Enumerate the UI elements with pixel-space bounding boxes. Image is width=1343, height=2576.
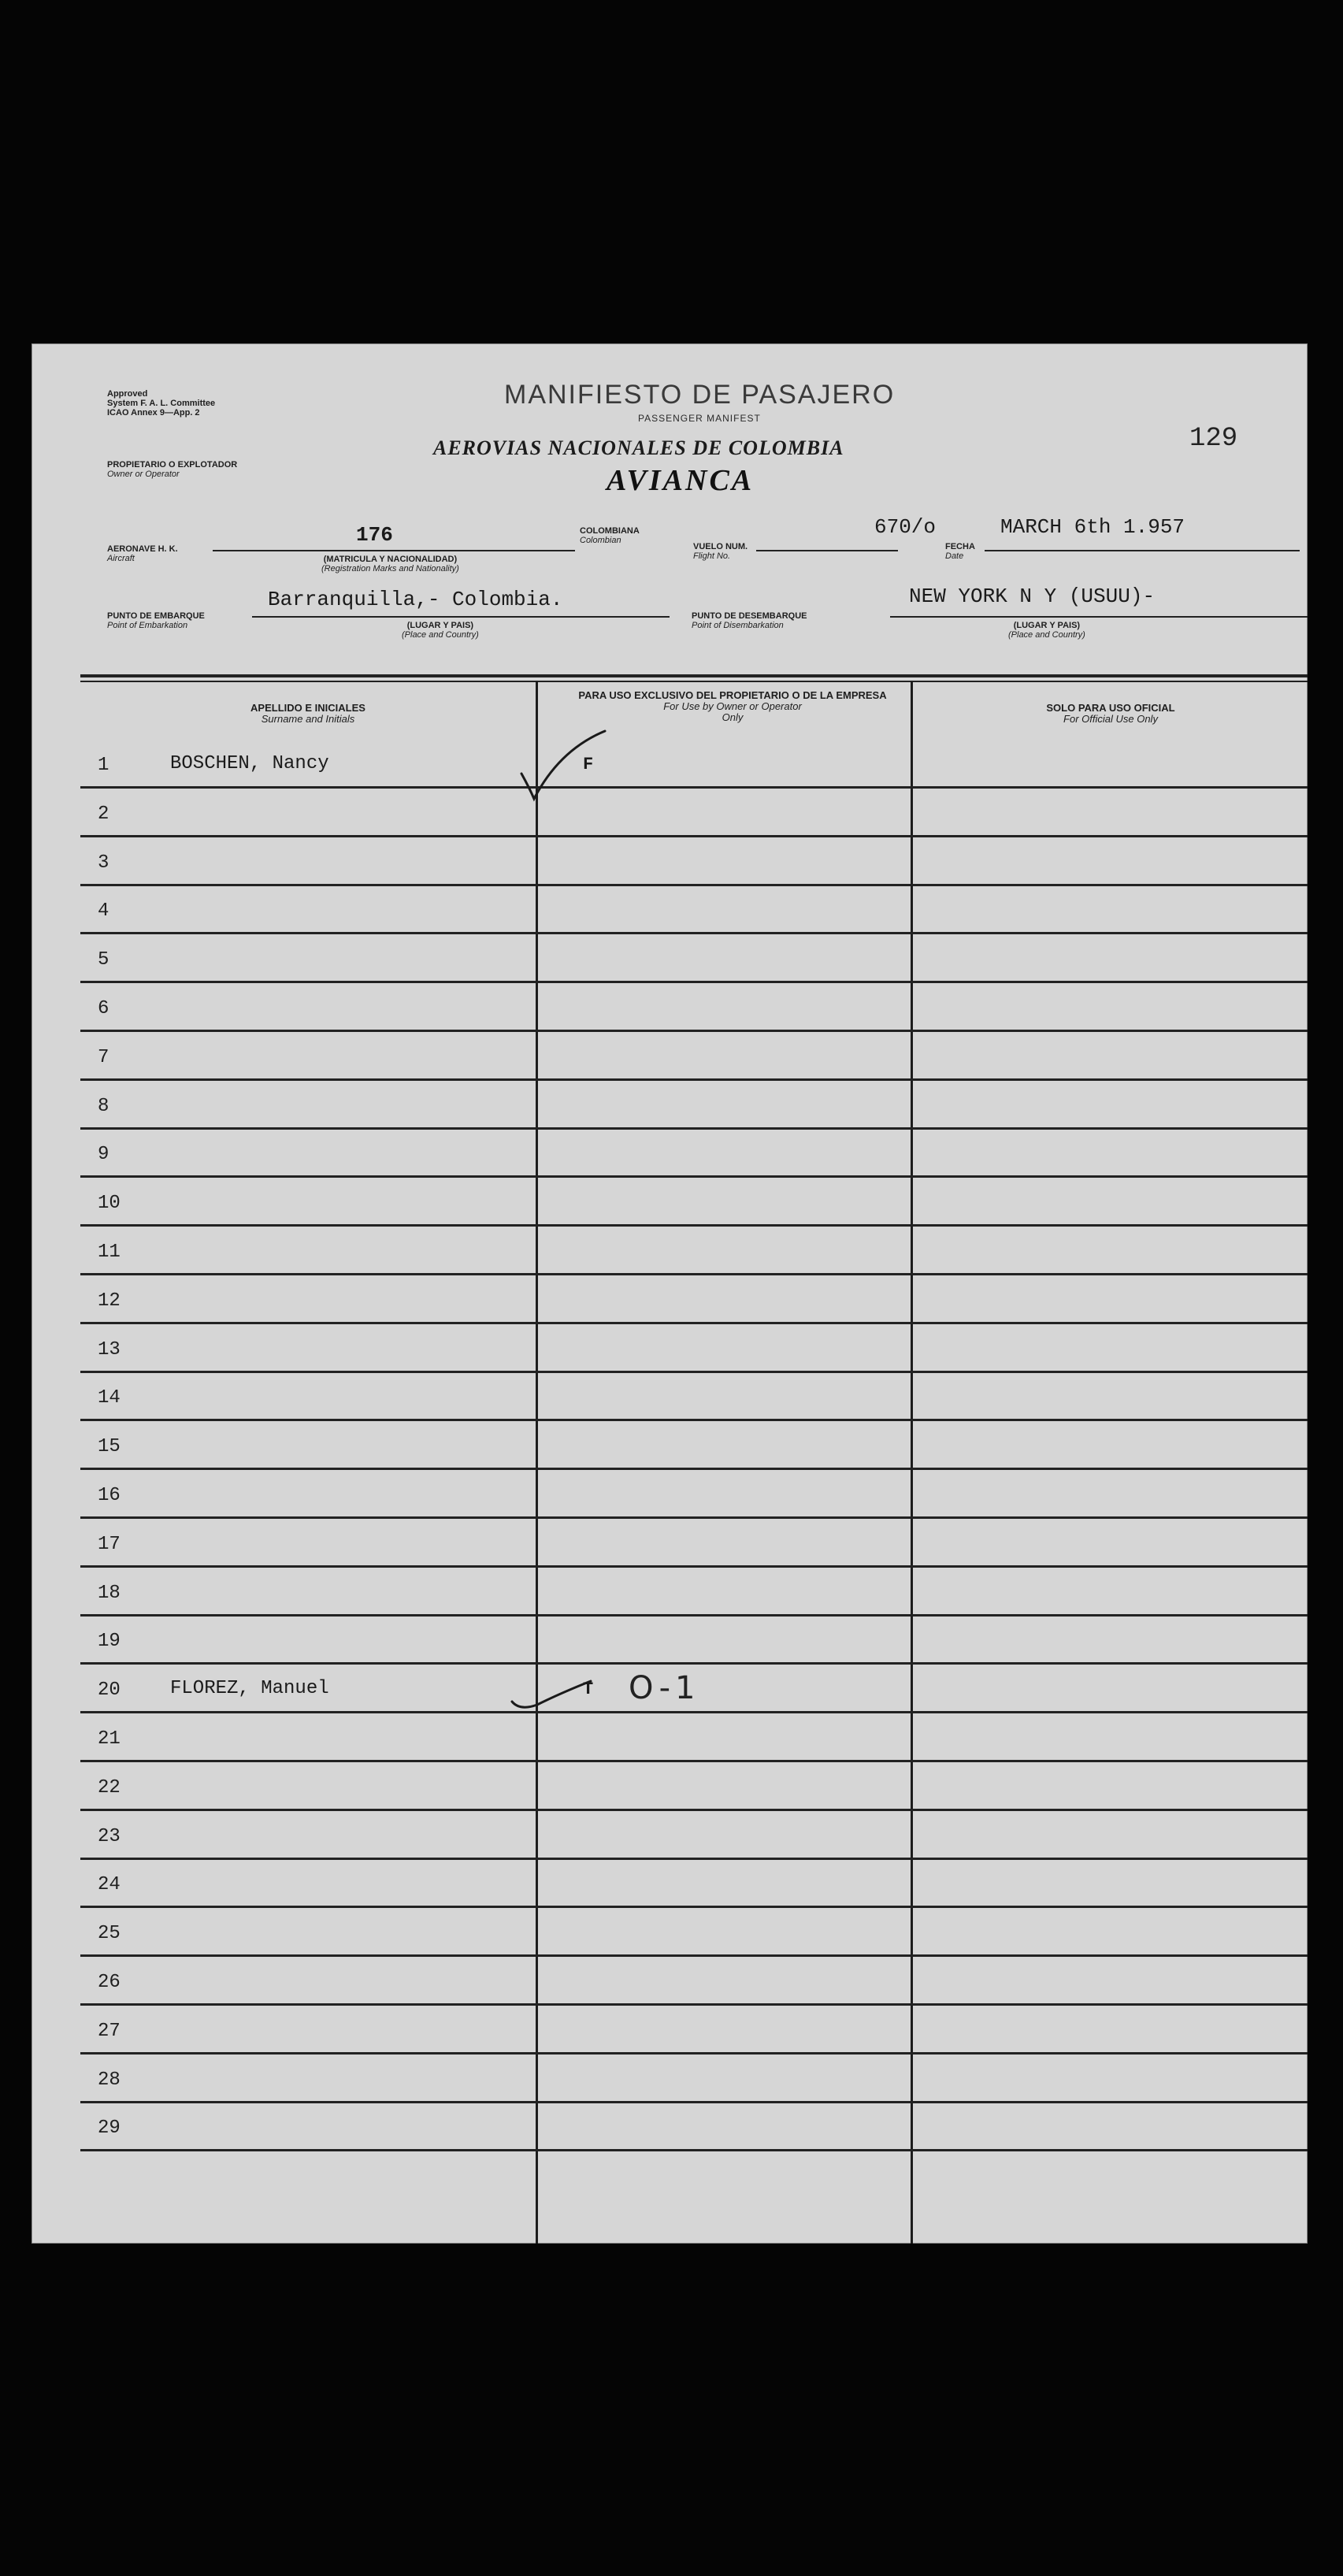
row-rule bbox=[80, 932, 1308, 934]
table-row bbox=[32, 1670, 1308, 1709]
row-rule bbox=[80, 2003, 1308, 2006]
owner-label-es: PROPIETARIO O EXPLOTADOR bbox=[107, 460, 238, 470]
nationality-label bbox=[580, 526, 640, 545]
row-number: 2 bbox=[98, 803, 109, 825]
row-rule bbox=[80, 1078, 1308, 1081]
table-row bbox=[32, 945, 1308, 979]
manifest-sheet bbox=[32, 343, 1308, 2244]
row-number: 26 bbox=[98, 1972, 121, 1993]
table-row bbox=[32, 1237, 1308, 1271]
table-row bbox=[32, 1821, 1308, 1856]
row-rule bbox=[80, 1273, 1308, 1275]
approval-note bbox=[107, 389, 215, 418]
row-number: 22 bbox=[98, 1776, 121, 1798]
table-row bbox=[32, 1286, 1308, 1320]
approval-line: ICAO Annex 9—App. 2 bbox=[107, 408, 200, 418]
document-subtitle: PASSENGER MANIFEST bbox=[638, 413, 761, 424]
table-row bbox=[32, 799, 1308, 833]
row-number: 1 bbox=[98, 755, 109, 776]
table-row bbox=[32, 1334, 1308, 1369]
row-number: 15 bbox=[98, 1436, 121, 1458]
document-title: MANIFIESTO DE PASAJERO bbox=[504, 380, 896, 410]
aircraft-value: 176 bbox=[356, 523, 393, 547]
row-rule bbox=[80, 1322, 1308, 1324]
row-number: 20 bbox=[98, 1680, 121, 1702]
table-row bbox=[32, 1578, 1308, 1613]
row-rule bbox=[80, 835, 1308, 837]
column-header-names-en: Surname and Initials bbox=[261, 713, 355, 725]
row-number: 19 bbox=[98, 1631, 121, 1653]
date-label-en: Date bbox=[945, 551, 964, 561]
table-row bbox=[32, 1383, 1308, 1417]
table-row bbox=[32, 1869, 1308, 1904]
row-rule bbox=[80, 786, 1308, 789]
column-header-official bbox=[914, 703, 1308, 725]
airline-brand: AVIANCA bbox=[607, 464, 755, 497]
row-rule bbox=[80, 2052, 1308, 2054]
column-header-names-es: APELLIDO E INICIALES bbox=[250, 702, 365, 714]
table-row bbox=[32, 2113, 1308, 2147]
table-row bbox=[32, 1967, 1308, 2002]
disembark-label-en: Point of Disembarkation bbox=[692, 621, 784, 630]
column-header-official-es: SOLO PARA USO OFICIAL bbox=[1046, 702, 1175, 714]
disembark-value: NEW YORK N Y (USUU)- bbox=[909, 585, 1156, 608]
row-rule bbox=[80, 1760, 1308, 1762]
row-number: 21 bbox=[98, 1728, 121, 1750]
owner-code: T bbox=[583, 1680, 594, 1700]
row-rule bbox=[80, 1224, 1308, 1227]
column-header-owner-en: For Use by Owner or Operator Only bbox=[663, 700, 802, 723]
table-row bbox=[32, 848, 1308, 882]
embark-rule bbox=[252, 616, 670, 618]
nationality-label-es: COLOMBIANA bbox=[580, 526, 640, 536]
row-number: 13 bbox=[98, 1338, 121, 1360]
owner-note: O-1 bbox=[629, 1670, 700, 1707]
page-number: 129 bbox=[1189, 424, 1238, 454]
row-rule bbox=[80, 1809, 1308, 1811]
row-number: 3 bbox=[98, 852, 109, 874]
aircraft-label-en: Aircraft bbox=[107, 554, 135, 563]
table-row bbox=[32, 1188, 1308, 1223]
row-number: 28 bbox=[98, 2069, 121, 2091]
table-top-rule bbox=[80, 674, 1308, 677]
column-header-owner-es: PARA USO EXCLUSIVO DEL PROPIETARIO O DE LA EMPRESA bbox=[578, 689, 887, 701]
disembark-sub-en: (Place and Country) bbox=[1008, 630, 1085, 640]
embark-sub-en: (Place and Country) bbox=[402, 630, 479, 640]
flight-rule bbox=[756, 550, 898, 551]
row-rule bbox=[80, 1954, 1308, 1957]
date-value: MARCH 6th 1.957 bbox=[1000, 515, 1185, 539]
owner-label-en: Owner or Operator bbox=[107, 470, 180, 479]
registration-label-es: (MATRICULA Y NACIONALIDAD) bbox=[323, 555, 458, 564]
table-row bbox=[32, 2016, 1308, 2051]
disembark-sub-es: (LUGAR Y PAIS) bbox=[1013, 621, 1081, 630]
row-rule bbox=[80, 1858, 1308, 1860]
row-rule bbox=[80, 1371, 1308, 1373]
date-rule bbox=[985, 550, 1300, 551]
disembark-rule bbox=[890, 616, 1308, 618]
embark-sub-es: (LUGAR Y PAIS) bbox=[406, 621, 474, 630]
flight-label bbox=[693, 542, 748, 561]
row-number: 12 bbox=[98, 1290, 121, 1312]
table-row bbox=[32, 1724, 1308, 1758]
owner-code: F bbox=[583, 755, 594, 774]
row-number: 10 bbox=[98, 1193, 121, 1215]
table-row bbox=[32, 1772, 1308, 1807]
row-number: 11 bbox=[98, 1242, 121, 1263]
row-rule bbox=[80, 1516, 1308, 1519]
row-number: 29 bbox=[98, 2118, 121, 2140]
table-row bbox=[32, 993, 1308, 1028]
row-number: 16 bbox=[98, 1485, 121, 1506]
table-row bbox=[32, 1480, 1308, 1515]
row-rule bbox=[80, 981, 1308, 983]
embark-label-en: Point of Embarkation bbox=[107, 621, 188, 630]
table-row bbox=[32, 1091, 1308, 1126]
table-row bbox=[32, 750, 1308, 785]
row-rule bbox=[80, 2101, 1308, 2103]
flight-value: 670/o bbox=[874, 515, 937, 539]
table-row bbox=[32, 1918, 1308, 1953]
row-number: 23 bbox=[98, 1825, 121, 1847]
row-number: 7 bbox=[98, 1046, 109, 1068]
registration-label bbox=[321, 555, 459, 573]
embark-label bbox=[107, 611, 205, 630]
flight-label-es: VUELO NUM. bbox=[693, 542, 748, 551]
check-mark-icon bbox=[473, 1675, 599, 1722]
row-rule bbox=[80, 1614, 1308, 1616]
table-row bbox=[32, 1042, 1308, 1077]
row-rule bbox=[80, 884, 1308, 886]
row-rule bbox=[80, 1175, 1308, 1178]
row-number: 27 bbox=[98, 2020, 121, 2042]
table-row bbox=[32, 2065, 1308, 2099]
row-number: 5 bbox=[98, 949, 109, 971]
flight-label-en: Flight No. bbox=[693, 551, 731, 561]
row-number: 6 bbox=[98, 998, 109, 1019]
table-row bbox=[32, 1529, 1308, 1564]
owner-label bbox=[107, 460, 237, 479]
aircraft-label bbox=[107, 544, 178, 563]
column-header-names bbox=[80, 703, 536, 725]
table-top-rule-thin bbox=[80, 681, 1308, 682]
embark-sub bbox=[402, 621, 479, 640]
row-rule bbox=[80, 1662, 1308, 1665]
date-label-es: FECHA bbox=[945, 542, 975, 551]
row-number: 4 bbox=[98, 900, 109, 922]
disembark-label bbox=[692, 611, 807, 630]
row-number: 9 bbox=[98, 1144, 109, 1166]
approval-line: System F. A. L. Committee bbox=[107, 399, 216, 408]
embark-value: Barranquilla,- Colombia. bbox=[268, 588, 563, 611]
table-row bbox=[32, 1431, 1308, 1466]
row-number: 18 bbox=[98, 1582, 121, 1604]
passenger-name: FLOREZ, Manuel bbox=[170, 1678, 329, 1700]
row-number: 25 bbox=[98, 1923, 121, 1945]
date-label bbox=[945, 542, 975, 561]
row-rule bbox=[80, 1906, 1308, 1908]
row-rule bbox=[80, 1468, 1308, 1470]
row-rule bbox=[80, 1030, 1308, 1032]
row-rule bbox=[80, 1565, 1308, 1568]
check-mark-icon bbox=[512, 726, 622, 805]
nationality-label-en: Colombian bbox=[580, 536, 621, 545]
registration-label-en: (Registration Marks and Nationality) bbox=[321, 564, 459, 573]
row-number: 17 bbox=[98, 1533, 121, 1555]
table-row bbox=[32, 1626, 1308, 1661]
column-header-owner bbox=[567, 690, 898, 723]
row-number: 24 bbox=[98, 1874, 121, 1896]
embark-label-es: PUNTO DE EMBARQUE bbox=[107, 611, 205, 621]
aircraft-rule bbox=[213, 550, 575, 551]
aircraft-label-es: AERONAVE H. K. bbox=[107, 544, 178, 554]
table-row bbox=[32, 896, 1308, 930]
row-rule bbox=[80, 1711, 1308, 1713]
approval-line: Approved bbox=[107, 389, 148, 399]
column-header-official-en: For Official Use Only bbox=[1063, 713, 1158, 725]
row-rule bbox=[80, 2149, 1308, 2151]
table-row bbox=[32, 1139, 1308, 1174]
disembark-sub bbox=[1008, 621, 1085, 640]
row-number: 8 bbox=[98, 1095, 109, 1117]
passenger-name: BOSCHEN, Nancy bbox=[170, 753, 329, 774]
airline-name: AEROVIAS NACIONALES DE COLOMBIA bbox=[433, 436, 844, 459]
row-rule bbox=[80, 1127, 1308, 1130]
row-number: 14 bbox=[98, 1387, 121, 1409]
disembark-label-es: PUNTO DE DESEMBARQUE bbox=[692, 611, 807, 621]
row-rule bbox=[80, 1419, 1308, 1421]
